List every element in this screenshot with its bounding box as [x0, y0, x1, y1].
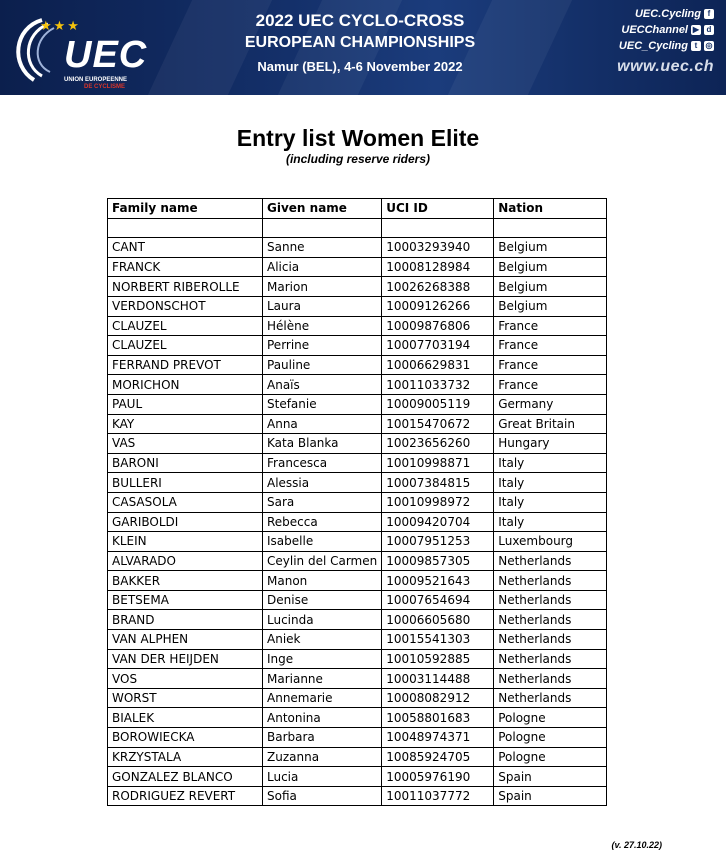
version-label: (v. 27.10.22): [611, 840, 662, 850]
table-cell: Sara: [263, 492, 382, 512]
table-cell: 10009857305: [382, 551, 494, 571]
table-cell: 10010998871: [382, 453, 494, 473]
table-cell: Lucia: [263, 767, 382, 787]
table-cell: PAUL: [108, 394, 263, 414]
table-cell: Spain: [494, 786, 607, 806]
table-cell: Anna: [263, 414, 382, 434]
table-cell: Laura: [263, 296, 382, 316]
table-cell: Hélène: [263, 316, 382, 336]
table-cell: Perrine: [263, 336, 382, 356]
table-cell: 10007951253: [382, 532, 494, 552]
table-cell: 10010998972: [382, 492, 494, 512]
table-cell: CLAUZEL: [108, 336, 263, 356]
table-cell: 10008082912: [382, 688, 494, 708]
table-cell: Stefanie: [263, 394, 382, 414]
table-cell: Italy: [494, 473, 607, 493]
table-row: [108, 512, 607, 532]
table-row: [108, 238, 607, 258]
table-cell: Italy: [494, 492, 607, 512]
table-cell: Belgium: [494, 257, 607, 277]
table-row: [108, 473, 607, 493]
table-cell: Netherlands: [494, 669, 607, 689]
column-header: Family name: [108, 199, 263, 219]
table-cell: 10058801683: [382, 708, 494, 728]
table-cell: Netherlands: [494, 571, 607, 591]
table-cell: 10010592885: [382, 649, 494, 669]
table-cell: [382, 218, 494, 238]
social-label: UEC_Cycling: [618, 40, 688, 52]
table-row: [108, 649, 607, 669]
table-cell: KAY: [108, 414, 263, 434]
table-cell: Sanne: [263, 238, 382, 258]
table-cell: BOROWIECKA: [108, 728, 263, 748]
table-cell: BAKKER: [108, 571, 263, 591]
table-cell: 10007654694: [382, 590, 494, 610]
table-cell: Manon: [263, 571, 382, 591]
table-row: [108, 296, 607, 316]
table-cell: KRZYSTALA: [108, 747, 263, 767]
social-facebook[interactable]: [617, 6, 714, 22]
table-cell: BARONI: [108, 453, 263, 473]
table-header-row: [108, 199, 607, 219]
table-cell: CASASOLA: [108, 492, 263, 512]
table-row: [108, 453, 607, 473]
table-cell: ALVARADO: [108, 551, 263, 571]
table-cell: KLEIN: [108, 532, 263, 552]
table-cell: CANT: [108, 238, 263, 258]
entry-table: [107, 198, 607, 806]
table-row: [108, 551, 607, 571]
table-cell: Alessia: [263, 473, 382, 493]
table-cell: Belgium: [494, 277, 607, 297]
facebook-icon: f: [704, 9, 714, 19]
table-cell: Sofia: [263, 786, 382, 806]
table-cell: GONZALEZ BLANCO: [108, 767, 263, 787]
instagram-icon: ◎: [705, 41, 713, 50]
table-cell: Antonina: [263, 708, 382, 728]
table-cell: [494, 218, 607, 238]
event-title: [200, 10, 520, 78]
social-links: [617, 6, 714, 76]
table-cell: RODRIGUEZ REVERT: [108, 786, 263, 806]
table-cell: FERRAND PREVOT: [108, 355, 263, 375]
table-row: [108, 277, 607, 297]
table-cell: 10015541303: [382, 630, 494, 650]
table-cell: France: [494, 316, 607, 336]
table-cell: Belgium: [494, 296, 607, 316]
table-cell: Netherlands: [494, 630, 607, 650]
table-cell: 10085924705: [382, 747, 494, 767]
table-cell: 10011033732: [382, 375, 494, 395]
table-cell: VERDONSCHOT: [108, 296, 263, 316]
table-cell: Aniek: [263, 630, 382, 650]
table-cell: [108, 218, 263, 238]
youtube-icon: ▶: [692, 25, 700, 34]
table-cell: 10023656260: [382, 434, 494, 454]
table-cell: Barbara: [263, 728, 382, 748]
table-cell: MORICHON: [108, 375, 263, 395]
header-banner: [0, 0, 726, 95]
table-cell: France: [494, 375, 607, 395]
table-cell: Netherlands: [494, 590, 607, 610]
table-row: [108, 786, 607, 806]
table-row: [108, 630, 607, 650]
table-cell: Netherlands: [494, 610, 607, 630]
event-line: EUROPEAN CHAMPIONSHIPS: [244, 34, 476, 51]
table-cell: Ceylin del Carmen: [263, 551, 382, 571]
table-row: [108, 728, 607, 748]
table-cell: Pologne: [494, 708, 607, 728]
table-row: [108, 316, 607, 336]
social-label: UEC.Cycling: [634, 8, 701, 20]
table-cell: VAN DER HEIJDEN: [108, 649, 263, 669]
table-cell: Pologne: [494, 747, 607, 767]
table-cell: Marianne: [263, 669, 382, 689]
table-cell: VAN ALPHEN: [108, 630, 263, 650]
table-cell: Kata Blanka: [263, 434, 382, 454]
table-cell: Germany: [494, 394, 607, 414]
table-cell: Anaïs: [263, 375, 382, 395]
table-cell: Annemarie: [263, 688, 382, 708]
event-line: Namur (BEL), 4-6 November 2022: [257, 59, 463, 74]
table-cell: 10009521643: [382, 571, 494, 591]
table-cell: FRANCK: [108, 257, 263, 277]
table-row: [108, 767, 607, 787]
table-cell: Alicia: [263, 257, 382, 277]
table-cell: Pologne: [494, 728, 607, 748]
page-subtitle: (including reserve riders): [285, 152, 431, 166]
dailymotion-icon: d: [704, 25, 714, 35]
table-cell: 10005976190: [382, 767, 494, 787]
table-cell: Italy: [494, 512, 607, 532]
table-cell: 10048974371: [382, 728, 494, 748]
table-row: [108, 375, 607, 395]
table-cell: 10006605680: [382, 610, 494, 630]
table-cell: Isabelle: [263, 532, 382, 552]
table-cell: France: [494, 355, 607, 375]
table-cell: Belgium: [494, 238, 607, 258]
table-cell: Marion: [263, 277, 382, 297]
website-link[interactable]: www.uec.ch: [617, 58, 714, 75]
table-cell: France: [494, 336, 607, 356]
table-cell: 10006629831: [382, 355, 494, 375]
table-cell: BIALEK: [108, 708, 263, 728]
logo-text: UEC: [64, 34, 148, 76]
twitter-icon: t: [691, 41, 701, 51]
social-twitter[interactable]: [617, 38, 714, 54]
table-row: [108, 414, 607, 434]
table-row: [108, 434, 607, 454]
table-cell: 10009005119: [382, 394, 494, 414]
table-cell: 10003293940: [382, 238, 494, 258]
table-cell: 10007384815: [382, 473, 494, 493]
stars-icon: ★★★: [40, 18, 81, 33]
table-cell: Lucinda: [263, 610, 382, 630]
table-cell: 10009126266: [382, 296, 494, 316]
logo-subtitle: DE CYCLISME: [84, 84, 126, 90]
logo-subtitle: UNION EUROPEENNE: [64, 77, 128, 83]
page-title: Entry list Women Elite: [236, 125, 480, 151]
table-cell: 10015470672: [382, 414, 494, 434]
uec-logo: [4, 10, 154, 90]
table-cell: Inge: [263, 649, 382, 669]
table-cell: 10026268388: [382, 277, 494, 297]
table-cell: BETSEMA: [108, 590, 263, 610]
table-cell: Netherlands: [494, 551, 607, 571]
table-cell: BRAND: [108, 610, 263, 630]
table-cell: VOS: [108, 669, 263, 689]
table-row: [108, 669, 607, 689]
table-cell: Luxembourg: [494, 532, 607, 552]
table-cell: 10008128984: [382, 257, 494, 277]
table-cell: 10009420704: [382, 512, 494, 532]
column-header: UCI ID: [382, 199, 494, 219]
table-row: [108, 571, 607, 591]
table-cell: Zuzanna: [263, 747, 382, 767]
table-cell: 10009876806: [382, 316, 494, 336]
table-cell: VAS: [108, 434, 263, 454]
table-cell: [263, 218, 382, 238]
table-row: [108, 336, 607, 356]
table-cell: 10007703194: [382, 336, 494, 356]
table-cell: Netherlands: [494, 649, 607, 669]
table-cell: NORBERT RIBEROLLE: [108, 277, 263, 297]
table-row: [108, 355, 607, 375]
table-cell: Pauline: [263, 355, 382, 375]
table-cell: 10011037772: [382, 786, 494, 806]
table-cell: GARIBOLDI: [108, 512, 263, 532]
table-cell: Francesca: [263, 453, 382, 473]
table-cell: CLAUZEL: [108, 316, 263, 336]
social-label: UECChannel: [621, 24, 688, 36]
table-cell: Hungary: [494, 434, 607, 454]
table-row: [108, 708, 607, 728]
table-cell: Great Britain: [494, 414, 607, 434]
table-cell: Italy: [494, 453, 607, 473]
column-header: Nation: [494, 199, 607, 219]
table-row: [108, 590, 607, 610]
table-row: [108, 492, 607, 512]
table-cell: Rebecca: [263, 512, 382, 532]
table-row: [108, 532, 607, 552]
table-row: [108, 257, 607, 277]
table-cell: Netherlands: [494, 688, 607, 708]
table-cell: WORST: [108, 688, 263, 708]
event-line: 2022 UEC CYCLO-CROSS: [255, 11, 465, 30]
table-row-empty: [108, 218, 607, 238]
social-youtube[interactable]: [617, 22, 714, 38]
table-cell: Spain: [494, 767, 607, 787]
table-row: [108, 610, 607, 630]
table-cell: BULLERI: [108, 473, 263, 493]
table-row: [108, 747, 607, 767]
table-cell: 10003114488: [382, 669, 494, 689]
column-header: Given name: [263, 199, 382, 219]
table-row: [108, 394, 607, 414]
table-row: [108, 688, 607, 708]
table-cell: Denise: [263, 590, 382, 610]
